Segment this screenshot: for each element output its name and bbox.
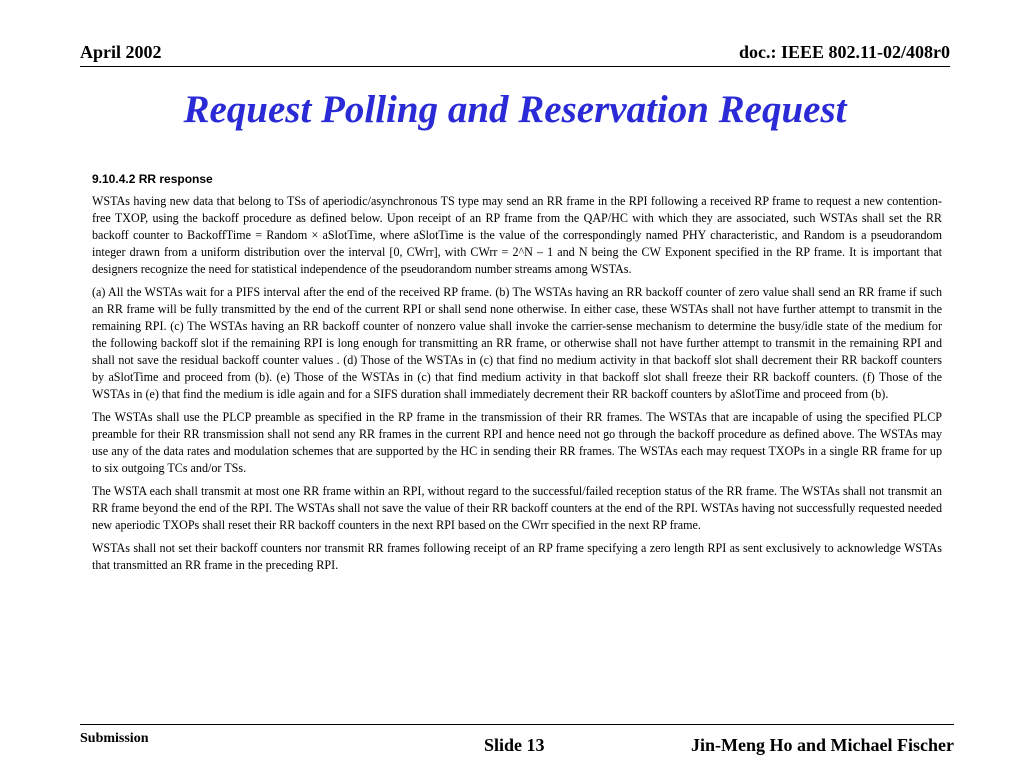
paragraph-4: The WSTA each shall transmit at most one RR frame within an RPI, without regard to the successful/failed reception status of the RR frame. The WSTAs shall not transmit an RR frame beyond the end of the RPI. The WSTAs shall not save the value of their RR backoff counters at the end of the RPI. WSTAs having not successfully requested needed new aperiodic TXOPs shall reset their RR backoff counters in the next RPI based on the CWrr specified in the next RP frame.	[92, 484, 942, 532]
footer-authors: Jin-Meng Ho and Michael Fischer	[691, 735, 954, 755]
slide-body	[92, 171, 942, 580]
footer-slide-number: Slide 13	[484, 735, 545, 755]
section-heading: 9.10.4.2 RR response	[92, 172, 213, 186]
header-doc-id: doc.: IEEE 802.11-02/408r0	[738, 42, 950, 62]
header-date: April 2002	[80, 42, 162, 62]
paragraph-3: The WSTAs shall use the PLCP preamble as specified in the RP frame in the transmission of their RR frames. The WSTAs that are incapable of using the specified PLCP preamble for their RR transmission shall not send any RR frames in the current RPI and hence need not go through the backoff procedure as defined above. The WSTAs may use any of the data rates and modulation schemes that are supported by the HC in sending their RR frames. The WSTAs each may request TXOPs in a single RR frame for up to six outgoing TCs and/or TSs.	[92, 410, 942, 475]
paragraph-1: WSTAs having new data that belong to TSs of aperiodic/asynchronous TS type may send an RR frame in the RPI following a received RP frame to request a new contention-free TXOP, using the backoff procedure as defined below. Upon receipt of an RP frame from the QAP/HC with which they are associated, such WSTAs shall set the RR backoff counter to BackoffTime = Random × aSlotTime, where aSlotTime is the value of the correspondingly named PHY characteristic, and Random is a pseudorandom integer drawn from a uniform distribution over the interval [0, CWrr], with CWrr = 2^N – 1 and N being the CW Exponent specified in the RP frame. It is important that designers recognize the need for statistical independence of the pseudorandom number streams among WSTAs.	[92, 194, 942, 276]
footer-divider	[80, 724, 954, 725]
paragraph-5: WSTAs shall not set their backoff counters nor transmit RR frames following receipt of an RP frame specifying a zero length RPI as sent exclusively to acknowledge WSTAs that transmitted an RR frame in the preceding RPI.	[92, 541, 942, 572]
footer-submission: Submission	[80, 731, 149, 746]
slide-title: Request Polling and Reservation Request	[183, 88, 847, 131]
header-divider	[80, 66, 950, 67]
paragraph-2: (a) All the WSTAs wait for a PIFS interval after the end of the received RP frame. (b) The WSTAs having an RR backoff counter of zero value shall send an RR frame if such an RR frame will be fully transmitted by the end of the current RPI or shall send none otherwise. In either case, these WSTAs shall not have further attempt to transmit in the remaining RPI. (c) The WSTAs having an RR backoff counter of nonzero value shall invoke the carrier-sense mechanism to determine the busy/idle state of the medium for the following backoff slot if the remaining RPI is long enough for transmitting an RR frame, or otherwise shall not have further attempt to transmit in the remaining RPI and shall not save the residual backoff counter values . (d) Those of the WSTAs in (c) that find no medium activity in that backoff slot shall decrement their RR backoff counters by aSlotTime and proceed from (b). (e) Those of the WSTAs in (c) that find medium activity in that backoff slot shall freeze their RR backoff counters. (f) Those of the WSTAs in (e) that find the medium is idle again and for a SIFS duration shall immediately decrement their RR backoff counters by aSlotTime and proceed from (b).	[92, 285, 942, 401]
